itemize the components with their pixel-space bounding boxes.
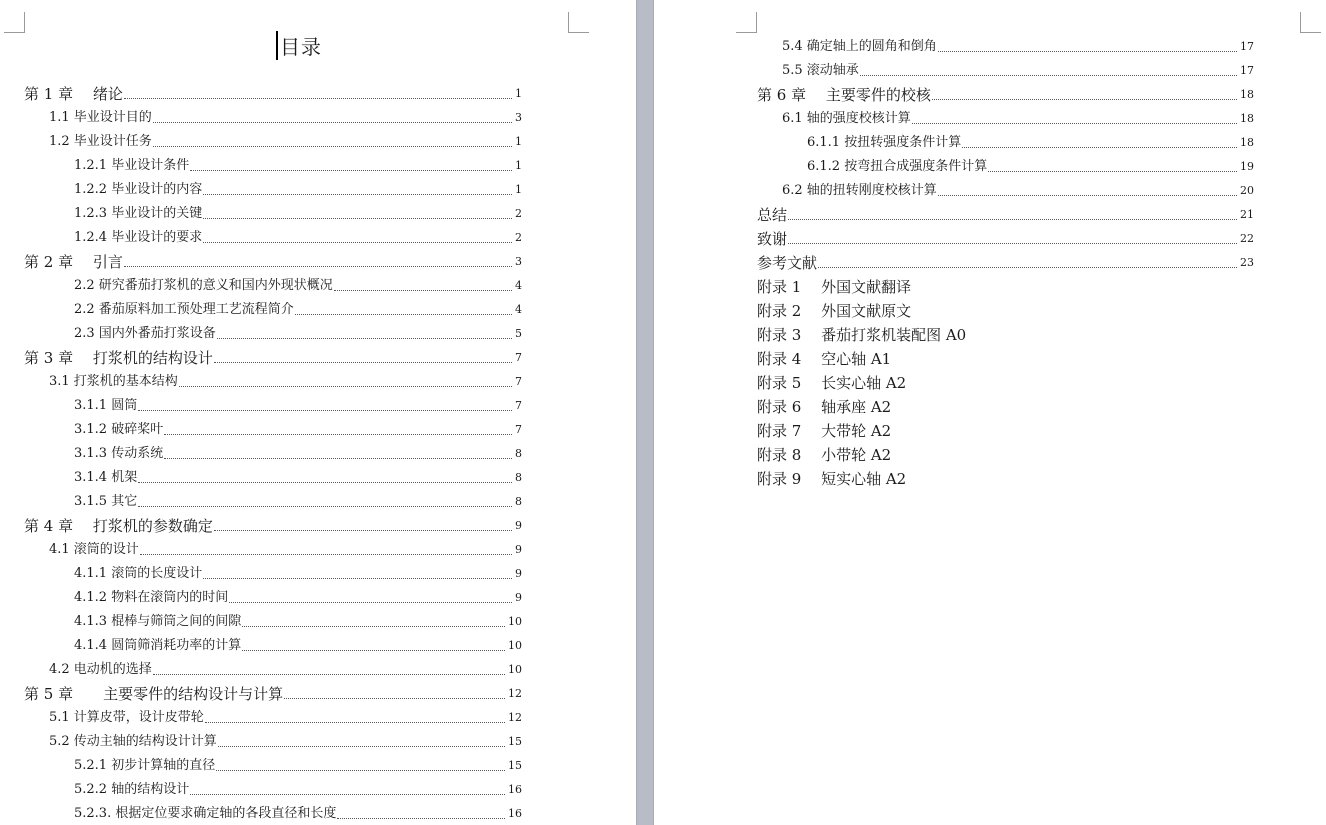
toc-entry-label: 1.2.3 毕业设计的关键 [74, 206, 203, 221]
toc-dot-leader [153, 122, 512, 123]
toc-page-number: 18 [1240, 88, 1254, 101]
toc-page-number: 17 [1240, 64, 1254, 77]
toc-dot-leader [932, 99, 1237, 100]
toc-dot-leader [284, 698, 505, 699]
toc-dot-leader [153, 674, 505, 675]
toc-page-number: 8 [515, 447, 522, 460]
toc-entry[interactable] [74, 420, 522, 440]
toc-right [654, 0, 1326, 825]
toc-dot-leader [788, 243, 1237, 244]
toc-dot-leader [962, 147, 1237, 148]
toc-page-number: 10 [508, 663, 522, 676]
toc-page-number: 5 [515, 327, 522, 340]
toc-entry-label: 第 1 章 绪论 [24, 85, 123, 103]
toc-dot-leader [216, 770, 505, 771]
appendix-item[interactable]: 附录 9 短实心轴 A2 [757, 470, 907, 488]
toc-entry-label: 3.1.2 破碎桨叶 [74, 422, 164, 437]
toc-entry[interactable] [74, 204, 522, 224]
toc-dot-leader [190, 794, 505, 795]
toc-page-number: 7 [515, 351, 522, 364]
toc-entry[interactable] [782, 181, 1254, 201]
toc-dot-leader [938, 195, 1237, 196]
toc-page-number: 7 [515, 375, 522, 388]
toc-entry[interactable] [74, 636, 522, 656]
toc-page-number: 4 [515, 303, 522, 316]
toc-entry[interactable] [49, 108, 522, 128]
toc-page-number: 23 [1240, 256, 1254, 269]
toc-dot-leader [124, 266, 512, 267]
toc-dot-leader [214, 362, 512, 363]
toc-entry-label: 4.1.1 滚筒的长度设计 [74, 566, 203, 581]
toc-entry-label: 5.1 计算皮带，设计皮带轮 [49, 710, 204, 725]
toc-entry[interactable] [24, 684, 522, 704]
toc-entry[interactable] [74, 780, 522, 800]
toc-entry-label: 4.1 滚筒的设计 [49, 542, 139, 557]
toc-page-number: 2 [515, 207, 522, 220]
toc-entry[interactable] [74, 804, 522, 824]
toc-entry-label: 2.2 研究番茄打浆机的意义和国内外现状概况 [74, 278, 333, 293]
appendix-item[interactable]: 附录 2 外国文献原文 [757, 302, 912, 320]
toc-entry[interactable] [49, 540, 522, 560]
toc-page-number: 1 [515, 183, 522, 196]
page-right [654, 0, 1326, 825]
toc-page-number: 8 [515, 471, 522, 484]
toc-dot-leader [179, 386, 512, 387]
toc-entry[interactable] [49, 372, 522, 392]
toc-page-number: 9 [515, 567, 522, 580]
toc-entry-label: 2.2 番茄原料加工预处理工艺流程简介 [74, 302, 294, 317]
toc-entry-label: 4.2 电动机的选择 [49, 662, 152, 677]
toc-dot-leader [203, 194, 512, 195]
toc-entry-label: 6.1 轴的强度校核计算 [782, 111, 911, 126]
toc-entry[interactable] [757, 229, 1254, 249]
toc-dot-leader [138, 506, 512, 507]
toc-entry-label: 5.5 滚动轴承 [782, 63, 859, 78]
toc-entry[interactable] [24, 252, 522, 272]
toc-dot-leader [140, 554, 512, 555]
toc-entry[interactable] [74, 564, 522, 584]
toc-entry-label: 3.1.4 机架 [74, 470, 138, 485]
toc-page-number: 7 [515, 399, 522, 412]
toc-page-number: 2 [515, 231, 522, 244]
toc-page-number: 7 [515, 423, 522, 436]
toc-dot-leader [242, 650, 505, 651]
toc-entry[interactable] [757, 205, 1254, 225]
toc-title[interactable]: 目录 [276, 31, 322, 60]
toc-entry-label: 3.1 打浆机的基本结构 [49, 374, 178, 389]
toc-page-number: 18 [1240, 136, 1254, 149]
toc-entry[interactable] [74, 492, 522, 512]
toc-page-number: 8 [515, 495, 522, 508]
toc-page-number: 20 [1240, 184, 1254, 197]
toc-entry[interactable] [49, 660, 522, 680]
toc-dot-leader [190, 170, 512, 171]
toc-page-number: 1 [515, 135, 522, 148]
appendix-item[interactable]: 附录 3 番茄打浆机装配图 A0 [757, 326, 967, 344]
toc-dot-leader [242, 626, 505, 627]
toc-entry-label: 1.2.1 毕业设计条件 [74, 158, 190, 173]
toc-dot-leader [788, 219, 1237, 220]
toc-page-number: 17 [1240, 40, 1254, 53]
toc-entry-label: 1.2.2 毕业设计的内容 [74, 182, 203, 197]
toc-dot-leader [938, 51, 1237, 52]
toc-page-number: 19 [1240, 160, 1254, 173]
toc-entry[interactable] [782, 37, 1254, 57]
toc-page-number: 1 [515, 159, 522, 172]
toc-dot-leader [203, 578, 512, 579]
toc-entry[interactable] [757, 253, 1254, 273]
toc-page-number: 16 [508, 807, 522, 820]
toc-entry-label: 6.2 轴的扭转刚度校核计算 [782, 183, 937, 198]
toc-page-number: 9 [515, 543, 522, 556]
toc-entry-label: 5.2 传动主轴的结构设计计算 [49, 734, 217, 749]
toc-entry[interactable] [74, 276, 522, 296]
toc-entry[interactable] [74, 324, 522, 344]
toc-entry-label: 4.1.2 物料在滚筒内的时间 [74, 590, 229, 605]
toc-entry[interactable] [49, 132, 522, 152]
toc-entry[interactable] [74, 396, 522, 416]
toc-entry-label: 第 3 章 打浆机的结构设计 [24, 349, 213, 367]
toc-dot-leader [214, 530, 512, 531]
toc-entry[interactable] [49, 708, 522, 728]
toc-dot-leader [164, 434, 512, 435]
toc-entry[interactable] [24, 348, 522, 368]
toc-entry[interactable] [782, 61, 1254, 81]
toc-entry-label: 3.1.5 其它 [74, 494, 138, 509]
toc-entry-label: 第 6 章 主要零件的校核 [757, 86, 931, 104]
toc-page-number: 12 [508, 711, 522, 724]
toc-dot-leader [218, 746, 505, 747]
toc-entry[interactable] [49, 732, 522, 752]
page-left [0, 0, 636, 825]
toc-page-number: 1 [515, 87, 522, 100]
toc-entry-label: 5.2.2 轴的结构设计 [74, 782, 190, 797]
appendix-item[interactable]: 附录 1 外国文献翻译 [757, 278, 912, 296]
toc-dot-leader [138, 410, 512, 411]
toc-dot-leader [205, 722, 505, 723]
toc-dot-leader [153, 146, 512, 147]
toc-entry-label: 5.4 确定轴上的圆角和倒角 [782, 39, 937, 54]
toc-page-number: 12 [508, 687, 522, 700]
toc-page-number: 18 [1240, 112, 1254, 125]
toc-entry[interactable] [24, 516, 522, 536]
toc-dot-leader [138, 482, 512, 483]
toc-entry[interactable] [74, 588, 522, 608]
toc-entry[interactable] [782, 109, 1254, 129]
toc-entry-label: 3.1.1 圆筒 [74, 398, 138, 413]
toc-entry[interactable] [74, 756, 522, 776]
toc-dot-leader [988, 171, 1237, 172]
toc-dot-leader [203, 242, 512, 243]
toc-entry-label: 致谢 [757, 230, 788, 248]
toc-page-number: 9 [515, 591, 522, 604]
page-gutter [636, 0, 654, 825]
toc-entry-label: 第 5 章 主要零件的结构设计与计算 [24, 685, 284, 703]
toc-page-number: 10 [508, 639, 522, 652]
toc-entry[interactable] [74, 468, 522, 488]
toc-page-number: 4 [515, 279, 522, 292]
toc-entry-label: 6.1.1 按扭转强度条件计算 [807, 135, 962, 150]
appendix-item[interactable]: 附录 7 大带轮 A2 [757, 422, 892, 440]
toc-dot-leader [164, 458, 512, 459]
toc-entry[interactable] [74, 156, 522, 176]
toc-entry-label: 5.2.1 初步计算轴的直径 [74, 758, 216, 773]
toc-entry-label: 第 2 章 引言 [24, 253, 123, 271]
toc-dot-leader [860, 75, 1237, 76]
appendix-item[interactable]: 附录 4 空心轴 A1 [757, 350, 892, 368]
toc-entry[interactable] [807, 133, 1254, 153]
toc-entry[interactable] [757, 85, 1254, 105]
toc-page-number: 3 [515, 111, 522, 124]
toc-entry[interactable] [74, 228, 522, 248]
toc-dot-leader [912, 123, 1237, 124]
toc-page-number: 9 [515, 519, 522, 532]
toc-dot-leader [334, 290, 512, 291]
toc-entry-label: 1.1 毕业设计目的 [49, 110, 152, 125]
toc-page-number: 15 [508, 735, 522, 748]
toc-entry-label: 4.1.4 圆筒筛消耗功率的计算 [74, 638, 242, 653]
toc-entry-label: 总结 [757, 206, 788, 224]
toc-entry-label: 参考文献 [757, 254, 818, 272]
toc-dot-leader [203, 218, 512, 219]
toc-entry-label: 第 4 章 打浆机的参数确定 [24, 517, 213, 535]
toc-page-number: 15 [508, 759, 522, 772]
toc-entry-label: 3.1.3 传动系统 [74, 446, 164, 461]
toc-entry-label: 2.3 国内外番茄打浆设备 [74, 326, 216, 341]
toc-dot-leader [337, 818, 505, 819]
toc-dot-leader [217, 338, 512, 339]
toc-entry-label: 6.1.2 按弯扭合成强度条件计算 [807, 159, 988, 174]
toc-entry[interactable] [807, 157, 1254, 177]
toc-entry[interactable] [74, 612, 522, 632]
toc-dot-leader [295, 314, 512, 315]
toc-entry-label: 1.2 毕业设计任务 [49, 134, 152, 149]
appendix-item[interactable]: 附录 5 长实心轴 A2 [757, 374, 907, 392]
toc-page-number: 22 [1240, 232, 1254, 245]
toc-page-number: 3 [515, 255, 522, 268]
toc-left [0, 0, 636, 825]
toc-entry-label: 1.2.4 毕业设计的要求 [74, 230, 203, 245]
toc-entry-label: 5.2.3. 根据定位要求确定轴的各段直径和长度 [74, 806, 337, 821]
toc-entry[interactable] [74, 444, 522, 464]
appendix-item[interactable]: 附录 8 小带轮 A2 [757, 446, 892, 464]
toc-dot-leader [818, 267, 1237, 268]
toc-entry[interactable] [74, 180, 522, 200]
toc-page-number: 21 [1240, 208, 1254, 221]
toc-entry[interactable] [24, 84, 522, 104]
toc-entry[interactable] [74, 300, 522, 320]
toc-dot-leader [229, 602, 512, 603]
toc-page-number: 16 [508, 783, 522, 796]
toc-page-number: 10 [508, 615, 522, 628]
appendix-item[interactable]: 附录 6 轴承座 A2 [757, 398, 892, 416]
toc-dot-leader [124, 98, 512, 99]
toc-entry-label: 4.1.3 棍棒与筛筒之间的间隙 [74, 614, 242, 629]
